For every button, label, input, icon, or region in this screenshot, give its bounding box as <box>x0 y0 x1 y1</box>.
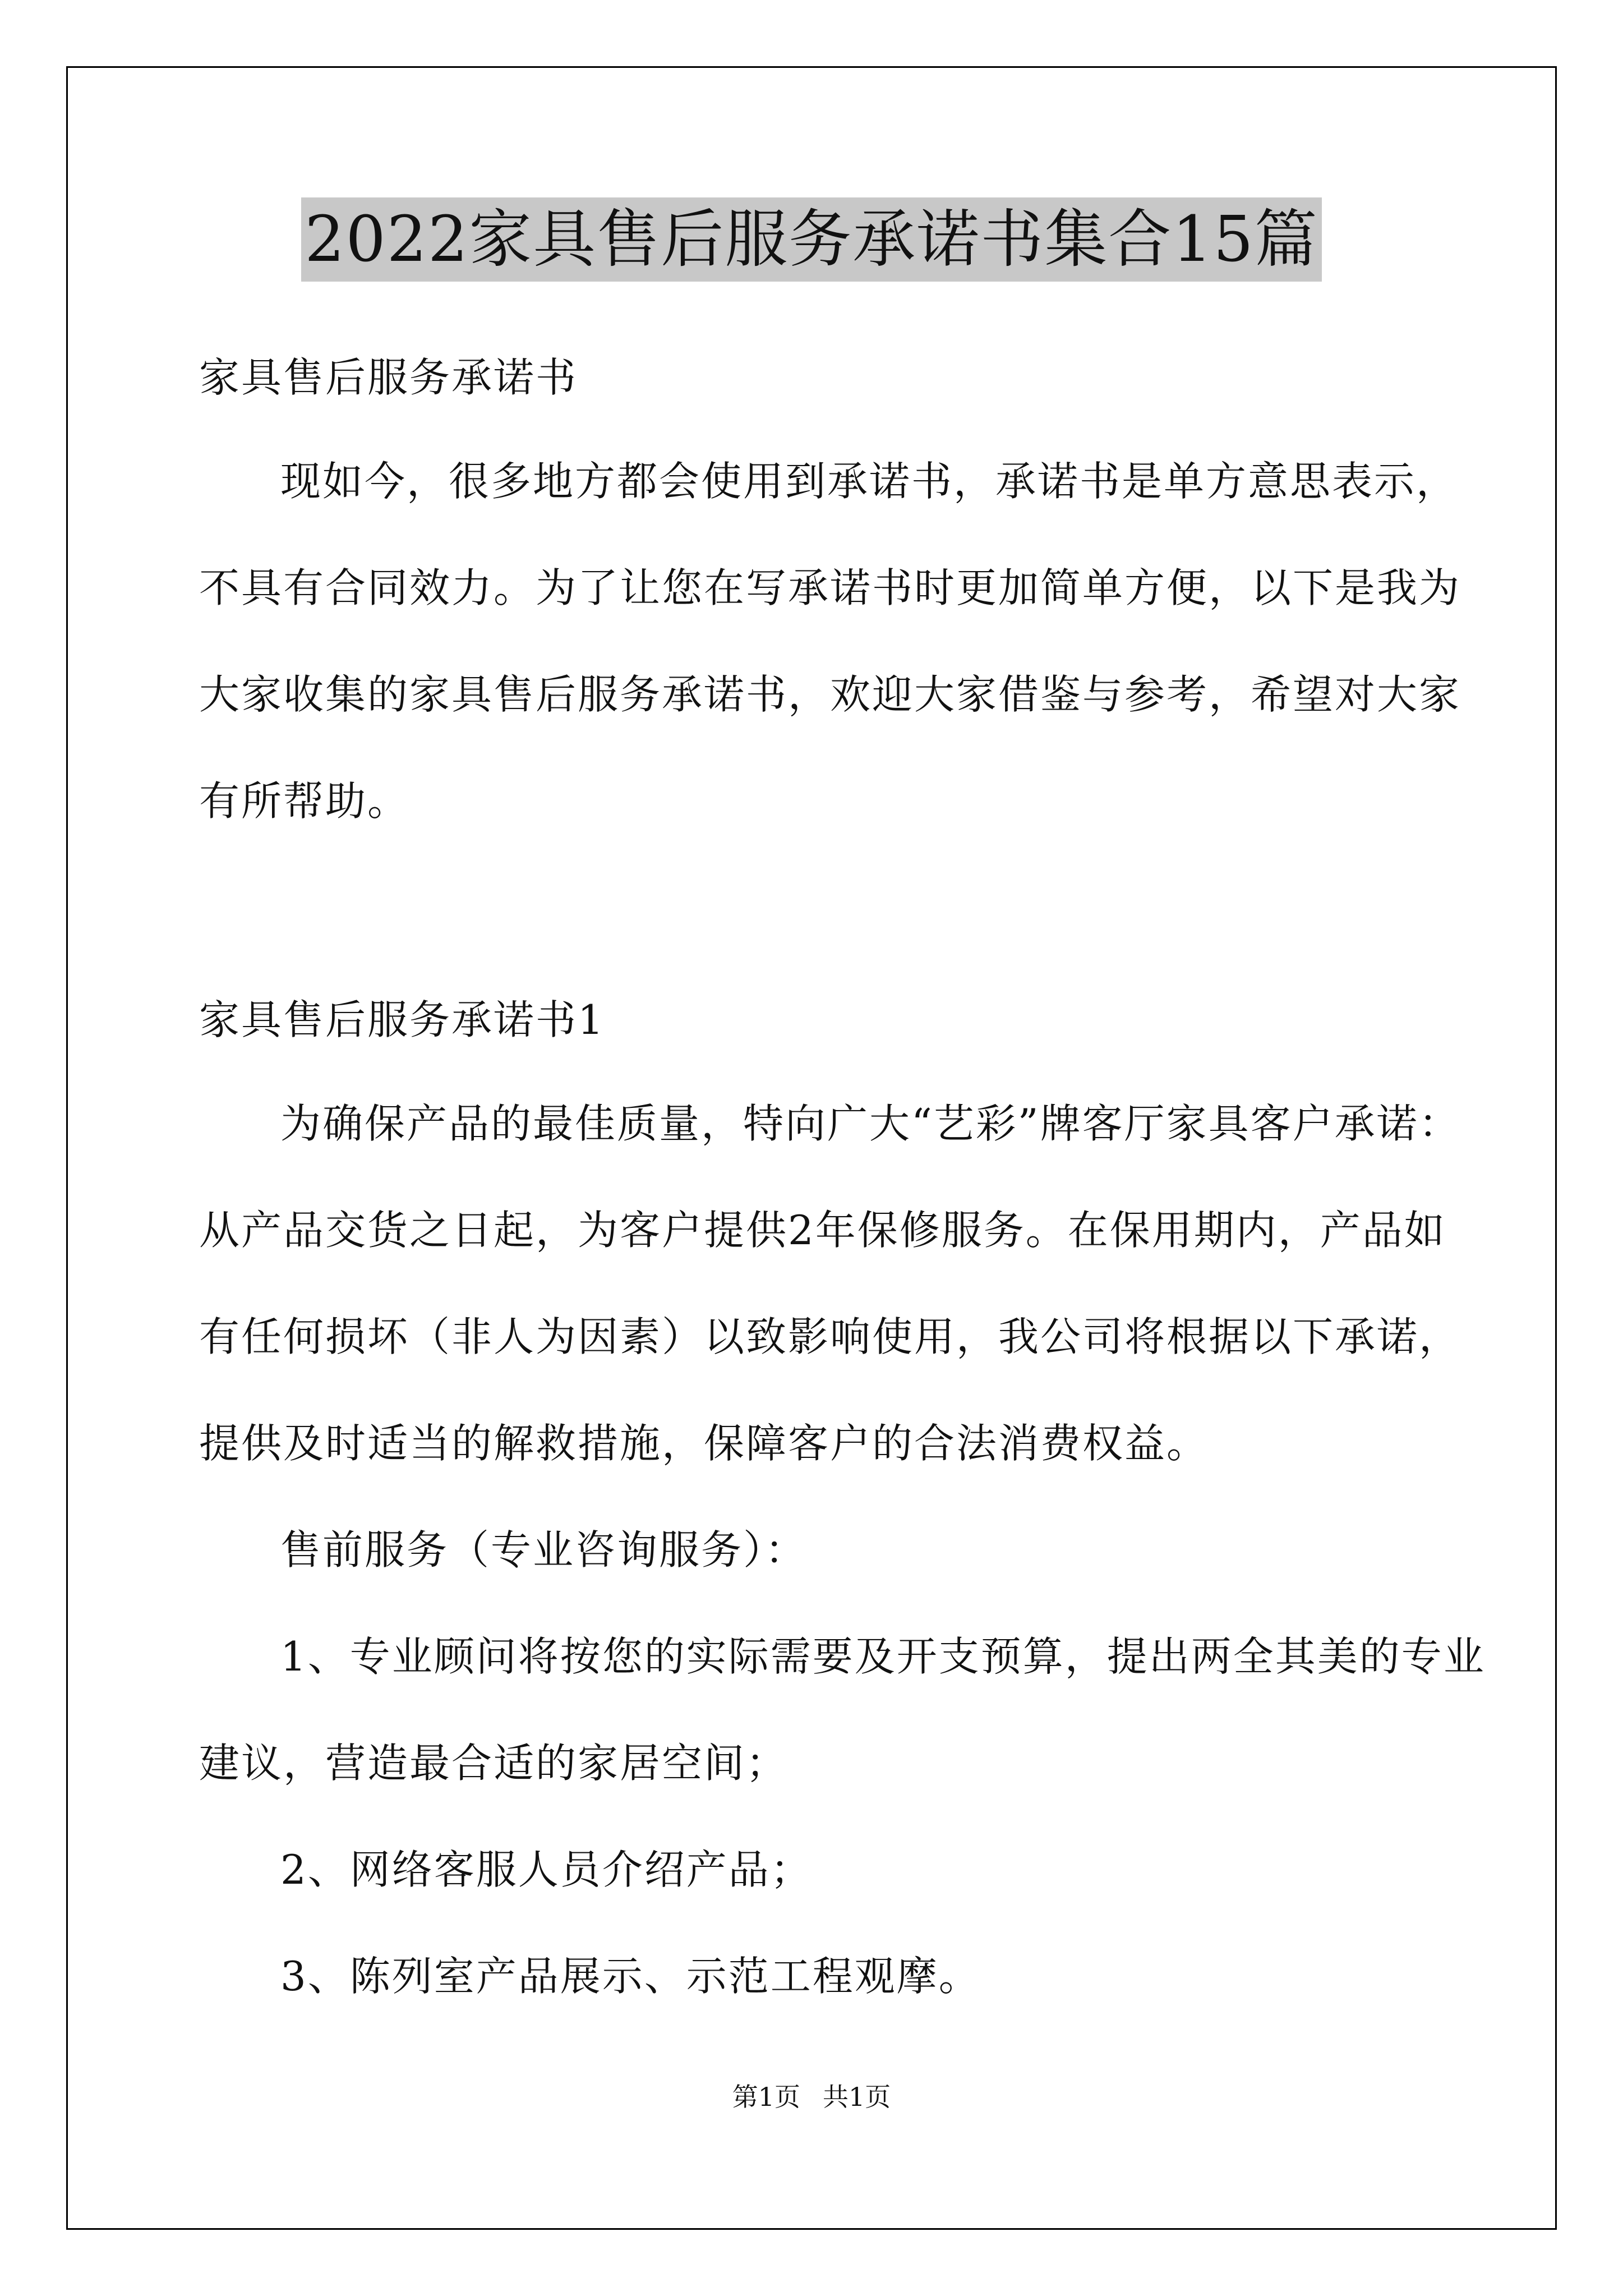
paragraph-line: 为确保产品的最佳质量，特向广大“艺彩”牌客厅家具客户承诺： <box>280 1100 1461 1147</box>
paragraph-line: 有任何损坏（非人为因素）以致影响使用，我公司将根据以下承诺， <box>199 1313 1461 1360</box>
paragraph-line: 提供及时适当的解救措施，保障客户的合法消费权益。 <box>199 1420 1209 1467</box>
page-footer <box>0 2080 1623 2114</box>
title-container <box>0 197 1623 282</box>
paragraph-line: 从产品交货之日起，为客户提供2年保修服务。在保用期内，产品如 <box>199 1207 1446 1254</box>
list-item: 2、网络客服人员介绍产品； <box>280 1846 813 1893</box>
section-heading: 家具售后服务承诺书1 <box>199 996 605 1043</box>
paragraph-line: 大家收集的家具售后服务承诺书，欢迎大家借鉴与参考，希望对大家 <box>199 671 1461 718</box>
subsection-heading: 售前服务（专业咨询服务）： <box>280 1526 808 1573</box>
section-heading: 家具售后服务承诺书 <box>199 354 578 401</box>
list-item-continuation: 建议，营造最合适的家居空间； <box>199 1740 789 1787</box>
list-item: 1、专业顾问将按您的实际需要及开支预算，提出两全其美的专业 <box>280 1633 1486 1680</box>
paragraph-line: 现如今，很多地方都会使用到承诺书，承诺书是单方意思表示， <box>280 458 1459 505</box>
document-title: 2022家具售后服务承诺书集合15篇 <box>301 197 1322 282</box>
paragraph-line: 有所帮助。 <box>199 777 410 825</box>
list-item: 3、陈列室产品展示、示范工程观摩。 <box>280 1953 981 2000</box>
paragraph-line: 不具有合同效力。为了让您在写承诺书时更加简单方便，以下是我为 <box>199 564 1461 611</box>
page-total: 共1页 <box>823 2082 891 2112</box>
page-number: 第1页 <box>732 2082 800 2112</box>
